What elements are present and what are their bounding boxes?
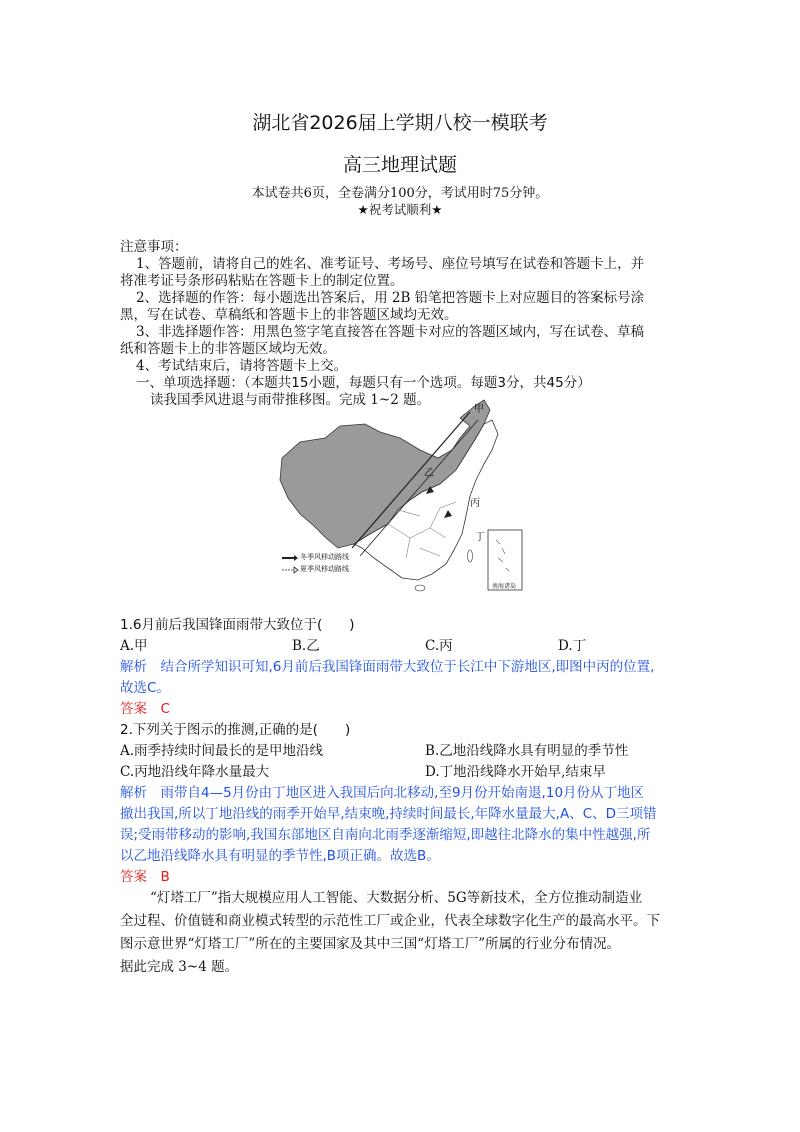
exam-title: 湖北省2026届上学期八校一模联考 bbox=[252, 112, 548, 134]
monsoon-rainbelt-map bbox=[270, 398, 524, 594]
q2-analysis-line-2: 撤出我国,所以丁地沿线的雨季开始早,结束晚,持续时间最长,年降水量最大,A、C、D三项错 bbox=[120, 806, 657, 822]
q1-analysis-line-1 bbox=[120, 655, 654, 675]
wish-text: ★祝考试顺利★ bbox=[357, 202, 443, 217]
note-3-line-2: 纸和答题卡上的非答题区域均无效。 bbox=[120, 341, 336, 357]
section-rule: （本题共15小题，每题只有一个选项。每题3分，共45分） bbox=[244, 375, 591, 391]
q2-option-d: D.丁地沿线降水开始早,结束早 bbox=[425, 764, 606, 780]
q2-analysis-line-1 bbox=[120, 781, 644, 801]
q1-option-c: C.丙 bbox=[425, 638, 453, 654]
q2-analysis-line-3: 误;受雨带移动的影响,我国东部地区自南向北雨季逐渐缩短,即越往北降水的集中性越强,所 bbox=[120, 827, 651, 843]
q1-analysis-text-1: 结合所学知识可知,6月前后我国锋面雨带大致位于长江中下游地区,即图中丙的位置, bbox=[160, 659, 655, 675]
section-intro: 读我国季风进退与雨带推移图。完成 1~2 题。 bbox=[150, 392, 431, 408]
note-2-line-1: 2、选择题的作答：每小题选出答案后，用 2B 铅笔把答题卡上对应题目的答案标号涂 bbox=[136, 290, 645, 306]
note-1-line-2: 将准考证号条形码粘贴在答题卡上的制定位置。 bbox=[120, 273, 404, 289]
q2-analysis-label: 解析 bbox=[120, 785, 147, 801]
legend-winter-arrowhead bbox=[294, 555, 298, 561]
legend-summer-text: 夏季风移动路线 bbox=[300, 565, 349, 573]
legend-winter-text: 冬季风移动路线 bbox=[300, 553, 349, 561]
notes-heading: 注意事项： bbox=[120, 239, 188, 255]
note-3-line-1: 3、非选择题作答：用黑色签字笔直接答在答题卡对应的答题区域内，写在试卷、草稿 bbox=[136, 324, 645, 340]
inset-label: 南海诸岛 bbox=[492, 583, 517, 590]
q2-stem: 2.下列关于图示的推测,正确的是( ) bbox=[120, 722, 351, 738]
q1-analysis-line-2: 故选C。 bbox=[120, 680, 170, 696]
q2-answer-label: 答案 bbox=[120, 869, 147, 885]
hainan-island bbox=[415, 585, 425, 591]
label-yi: 乙 bbox=[424, 468, 434, 479]
subject-title: 高三地理试题 bbox=[342, 154, 457, 176]
passage-line-3: 图示意世界“灯塔工厂”所在的主要国家及其中三国“灯塔工厂”所属的行业分布情况。 bbox=[120, 936, 621, 952]
q1-option-d: D.丁 bbox=[558, 638, 587, 654]
q2-analysis-line-4: 以乙地沿线降水具有明显的季节性,B项正确。故选B。 bbox=[120, 848, 440, 864]
q2-option-a: A.雨季持续时间最长的是甲地沿线 bbox=[120, 743, 324, 759]
exam-info: 本试卷共6页，全卷满分100分，考试用时75分钟。 bbox=[251, 186, 549, 201]
q2-option-b: B.乙地沿线降水具有明显的季节性 bbox=[425, 743, 629, 759]
q1-option-a: A.甲 bbox=[120, 638, 148, 654]
section-label: 一、单项选择题： bbox=[136, 375, 244, 391]
q1-option-b: B.乙 bbox=[292, 638, 320, 654]
legend-summer-arrowhead bbox=[294, 567, 298, 573]
label-jia: 甲 bbox=[474, 404, 484, 415]
passage-line-1: “灯塔工厂”指大规模应用人工智能、大数据分析、5G等新技术，全方位推动制造业 bbox=[150, 890, 643, 906]
note-2-line-2: 黑，写在试卷、草稿纸和答题卡上的非答题区域均无效。 bbox=[120, 307, 458, 323]
q2-option-c: C.丙地沿线年降水量最大 bbox=[120, 764, 270, 780]
note-1-line-1: 1、答题前，请将自己的姓名、准考证号、考场号、座位号填写在试卷和答题卡上，并 bbox=[136, 256, 645, 272]
q2-analysis-text-1: 雨带自4—5月份由丁地区进入我国后向北移动,至9月份开始南退,10月份从丁地区 bbox=[160, 785, 645, 801]
q1-analysis-label: 解析 bbox=[120, 659, 147, 675]
passage-line-2: 全过程、价值链和商业模式转型的示范性工厂或企业，代表全球数字化生产的最高水平。下 bbox=[120, 913, 660, 929]
label-bing: 丙 bbox=[470, 498, 480, 509]
passage-line-4: 据此完成 3~4 题。 bbox=[120, 959, 239, 975]
q1-answer-label: 答案 bbox=[120, 701, 147, 717]
q1-answer bbox=[120, 697, 170, 717]
label-ding: 丁 bbox=[475, 532, 485, 543]
q2-answer-value: B bbox=[160, 869, 170, 885]
note-4: 4、考试结束后，请将答题卡上交。 bbox=[136, 358, 348, 374]
q1-answer-value: C bbox=[160, 701, 170, 717]
taiwan-island bbox=[468, 550, 473, 562]
q1-stem: 1.6月前后我国锋面雨带大致位于( ) bbox=[120, 617, 355, 633]
q2-answer bbox=[120, 865, 170, 885]
